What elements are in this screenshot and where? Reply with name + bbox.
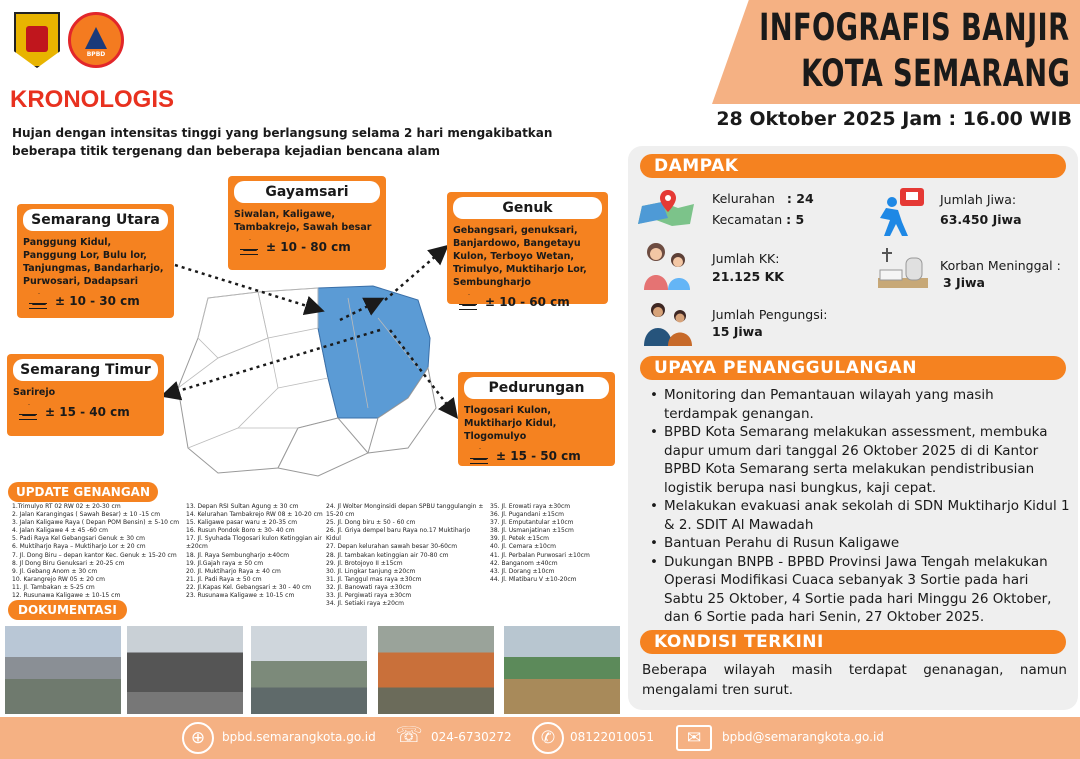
upaya-heading: UPAYA PENANGGULANGAN — [640, 356, 1066, 380]
region-name: Semarang Timur — [13, 359, 158, 381]
list-item: 22. Jl.Kapas Kel. Gebangsari ± 30 - 40 cm — [186, 583, 312, 591]
flood-warning-icon — [470, 448, 488, 464]
list-item: 13. Depan RSI Sultan Agung ± 30 cm — [186, 503, 299, 510]
kecamatan-value: : 5 — [786, 212, 805, 227]
list-item: 9. Jl. Gebang Anom ± 30 cm — [12, 567, 98, 575]
kecamatan-row — [712, 211, 804, 229]
refugees-icon — [640, 300, 698, 346]
update-list-col2 — [186, 503, 324, 600]
city-emblem-logo — [14, 12, 60, 68]
documentation-photo-4 — [377, 625, 495, 715]
region-name: Semarang Utara — [23, 209, 168, 231]
list-item: 2. Jalan Karangingas ( Sawah Besar) ± 10 -15 cm — [12, 511, 161, 519]
region-areas: Siwalan, Kaligawe, Tambakrejo, Sawah besar — [234, 209, 372, 233]
list-item: • Bantuan Perahu di Rusun Kaligawe — [654, 534, 1070, 553]
list-item: 31. Jl. Tanggul mas raya ±30cm — [326, 575, 422, 583]
list-item: 26. Jl. Griya dempel baru Raya no.17 Muktiharjo Kidul — [326, 527, 471, 543]
region-depth: ± 10 - 60 cm — [485, 295, 570, 309]
flood-warning-icon — [240, 239, 258, 255]
kelurahan-row — [712, 190, 814, 208]
region-name: Gayamsari — [234, 181, 380, 203]
region-depth: ± 10 - 30 cm — [55, 294, 140, 308]
list-item: 40. Jl. Cemara ±10cm — [490, 543, 556, 551]
list-item: 10. Karangrejo RW 05 ± 20 cm — [12, 575, 105, 583]
title-line-2: KOTA SEMARANG — [800, 52, 1070, 95]
update-list-col3 — [326, 503, 486, 608]
list-item: 5. Padi Raya Kel Gebangsari Genuk ± 30 cm — [12, 535, 146, 543]
semarang-map — [178, 278, 440, 478]
list-item: 6. Muktiharjo Raya – Muktiharjo Lor ± 20 cm — [12, 543, 146, 551]
region-areas: Panggung Kidul, Panggung Lor, Bulu lor, Tanjungmas, Bandarharjo, Purwosari, Dadapsari — [23, 237, 164, 287]
list-item: 39. Jl. Petek ±15cm — [490, 535, 550, 543]
list-item: 24. Jl Wolter Monginsidi depan SPBU tanggulangin ± 15-20 cm — [326, 503, 484, 519]
documentation-photo-2 — [126, 625, 244, 715]
list-item: • BPBD Kota Semarang melakukan assessment, membuka dapur umum dari tanggal 26 Oktober 2025 di di Kantor BPBD Kota Semarang serta melakukan pendistribusian logistik berupa nasi bungkus, kaji cepat. — [654, 423, 1070, 497]
list-item: 25. Jl. Dong biru ± 50 - 60 cm — [326, 519, 416, 527]
update-list-col4 — [490, 503, 620, 584]
list-item: 20. Jl. Muktiharjo Raya ± 40 cm — [186, 567, 281, 575]
phone-icon: ☏ — [395, 723, 423, 748]
list-item: 21. Jl. Padi Raya ± 50 cm — [186, 575, 262, 583]
list-item: 43. Jl. Dorang ±10cm — [490, 567, 555, 575]
region-card-gayamsari — [228, 176, 386, 270]
list-item: 38. Jl. Usmanjatinan ±15cm — [490, 527, 574, 535]
list-item: 7. Jl. Dong Biru – depan kantor Kec. Genuk ± 15-20 cm — [12, 551, 177, 559]
footer-email[interactable]: bpbd@semarangkota.go.id — [722, 730, 884, 744]
list-item: 37. Jl. Emputantular ±10cm — [490, 519, 574, 527]
list-item: 19. Jl.Gajah raya ± 50 cm — [186, 559, 264, 567]
report-date: 28 Oktober 2025 Jam : 16.00 WIB — [716, 108, 1072, 130]
evacuation-person-icon — [876, 186, 928, 238]
meninggal-label: Korban Meninggal : — [940, 258, 1061, 273]
flood-warning-icon — [29, 293, 47, 309]
list-item: 1.Trimulyo RT 02 RW 02 ± 20-30 cm — [12, 503, 121, 510]
flood-warning-icon — [19, 404, 37, 420]
region-areas: Gebangsari, genuksari, Banjardowo, Bangetayu Kulon, Terboyo Wetan, Trimulyo, Muktiharjo Lor, Sembungharjo — [453, 225, 587, 288]
update-list-col1 — [12, 503, 184, 600]
kecamatan-label: Kecamatan — [712, 212, 783, 227]
kelurahan-value: : 24 — [786, 191, 814, 206]
list-item: 28. Jl. tambakan ketinggian air 70-80 cm — [326, 551, 449, 559]
pengungsi-label: Jumlah Pengungsi: — [712, 307, 828, 322]
pengungsi-value: 15 Jiwa — [712, 324, 763, 339]
region-card-genuk — [447, 192, 608, 309]
list-item: 4. Jalan Kaligawe 4 ± 45 -60 cm — [12, 527, 109, 535]
footer-phone[interactable]: 024-6730272 — [431, 730, 512, 744]
region-card-semarang-utara — [17, 204, 174, 318]
footer-whatsapp[interactable]: 08122010051 — [570, 730, 654, 744]
documentation-photo-3 — [250, 625, 368, 715]
meninggal-value: 3 Jiwa — [943, 275, 985, 290]
list-item: 3. Jalan Kaligawe Raya ( Depan POM Bensin) ± 5-10 cm — [12, 519, 180, 527]
kk-label: Jumlah KK: — [712, 251, 780, 266]
footer-website[interactable]: bpbd.semarangkota.go.id — [222, 730, 376, 744]
dokumentasi-heading: DOKUMENTASI — [8, 600, 127, 620]
list-item: 12. Rusunawa Kaligawe ± 10-15 cm — [12, 592, 121, 600]
region-card-semarang-timur — [7, 354, 164, 436]
list-item: 32. Jl. Banowati raya ±30cm — [326, 583, 412, 591]
kronologis-heading: KRONOLOGIS — [10, 86, 175, 113]
list-item: 17. Jl. Syuhada Tlogosari kulon Ketinggian air ±20cm — [186, 535, 322, 551]
region-card-pedurungan — [458, 372, 615, 466]
kronologis-intro: Hujan dengan intensitas tinggi yang berlangsung selama 2 hari mengakibatkan beberapa titik tergenang dan beberapa kejadian bencana alam — [12, 126, 553, 158]
region-areas: Sarirejo — [13, 387, 56, 398]
bpbd-logo: BPBD — [68, 12, 124, 68]
list-item: • Monitoring dan Pemantauan wilayah yang masih terdampak genangan. — [654, 386, 1070, 423]
jiwa-label: Jumlah Jiwa: — [940, 192, 1017, 207]
region-name: Genuk — [453, 197, 602, 219]
list-item: 30. Jl. Lingkar tanjung ±20cm — [326, 567, 416, 575]
flood-warning-icon — [459, 294, 477, 310]
kondisi-text: Beberapa wilayah masih terdapat genanagan, namun mengalami tren surut. — [642, 662, 1067, 698]
list-item: 35. Jl. Erowati raya ±30cm — [490, 503, 571, 510]
list-item: 42. Banganom ±40cm — [490, 559, 558, 567]
title-line-1: INFOGRAFIS BANJIR — [759, 6, 1070, 49]
list-item: 11. Jl. Tambakan ± 5-25 cm — [12, 583, 95, 591]
list-item: 16. Rusun Pondok Boro ± 30- 40 cm — [186, 527, 295, 535]
region-name: Pedurungan — [464, 377, 609, 399]
upaya-list — [640, 386, 1070, 627]
map-pin-icon — [638, 190, 696, 226]
update-genangan-heading: UPDATE GENANGAN — [8, 482, 158, 502]
whatsapp-icon: ✆ — [532, 722, 564, 754]
region-depth: ± 10 - 80 cm — [266, 240, 351, 254]
region-depth: ± 15 - 40 cm — [45, 405, 130, 419]
list-item: 33. Jl. Pergiwati raya ±30cm — [326, 592, 412, 600]
email-icon: ✉ — [676, 725, 712, 751]
list-item: 8. Jl Dong Biru Genuksari ± 20-25 cm — [12, 559, 125, 567]
list-item: 15. Kaligawe pasar waru ± 20-35 cm — [186, 519, 298, 527]
region-depth: ± 15 - 50 cm — [496, 449, 581, 463]
list-item: 14. Kelurahan Tambakrejo RW 08 ± 10-20 cm — [186, 511, 323, 519]
globe-icon: ⊕ — [182, 722, 214, 754]
list-item: 34. Jl. Setiaki raya ±20cm — [326, 600, 405, 608]
casualty-icon — [876, 248, 930, 290]
region-areas: Tlogosari Kulon, Muktiharjo Kidul, Tlogomulyo — [464, 405, 557, 442]
documentation-photo-5 — [503, 625, 621, 715]
kelurahan-label: Kelurahan — [712, 191, 775, 206]
list-item: 27. Depan kelurahan sawah besar 30-60cm — [326, 543, 458, 551]
kondisi-heading: KONDISI TERKINI — [640, 630, 1066, 654]
list-item: 23. Rusunawa Kaligawe ± 10-15 cm — [186, 592, 295, 600]
list-item: 36. Jl. Pugandani ±15cm — [490, 511, 564, 519]
list-item: 44. Jl. Mlatibaru V ±10-20cm — [490, 575, 577, 583]
documentation-photo-1 — [4, 625, 122, 715]
dampak-heading: DAMPAK — [640, 154, 1066, 178]
list-item: 29. Jl. Brotojoyo II ±15cm — [326, 559, 403, 567]
list-item: 18. Jl. Raya Sembungharjo ±40cm — [186, 551, 290, 559]
list-item: 41. Jl. Perbalan Purwosari ±10cm — [490, 551, 590, 559]
kk-value: 21.125 KK — [712, 269, 784, 284]
jiwa-value: 63.450 Jiwa — [940, 212, 1022, 227]
list-item: • Dukungan BNPB - BPBD Provinsi Jawa Tengah melakukan Operasi Modifikasi Cuaca sebanyak 3 Sortie pada hari Sabtu 25 Oktober, 4 Sortie pada hari Minggu 26 Oktober, dan 6 Sortie pada hari Senin, 27 Oktober 2025. — [654, 553, 1070, 627]
family-icon — [640, 240, 694, 292]
list-item: • Melakukan evakuasi anak sekolah di SDN Muktiharjo Kidul 1 & 2. SDIT Al Mawadah — [654, 497, 1070, 534]
